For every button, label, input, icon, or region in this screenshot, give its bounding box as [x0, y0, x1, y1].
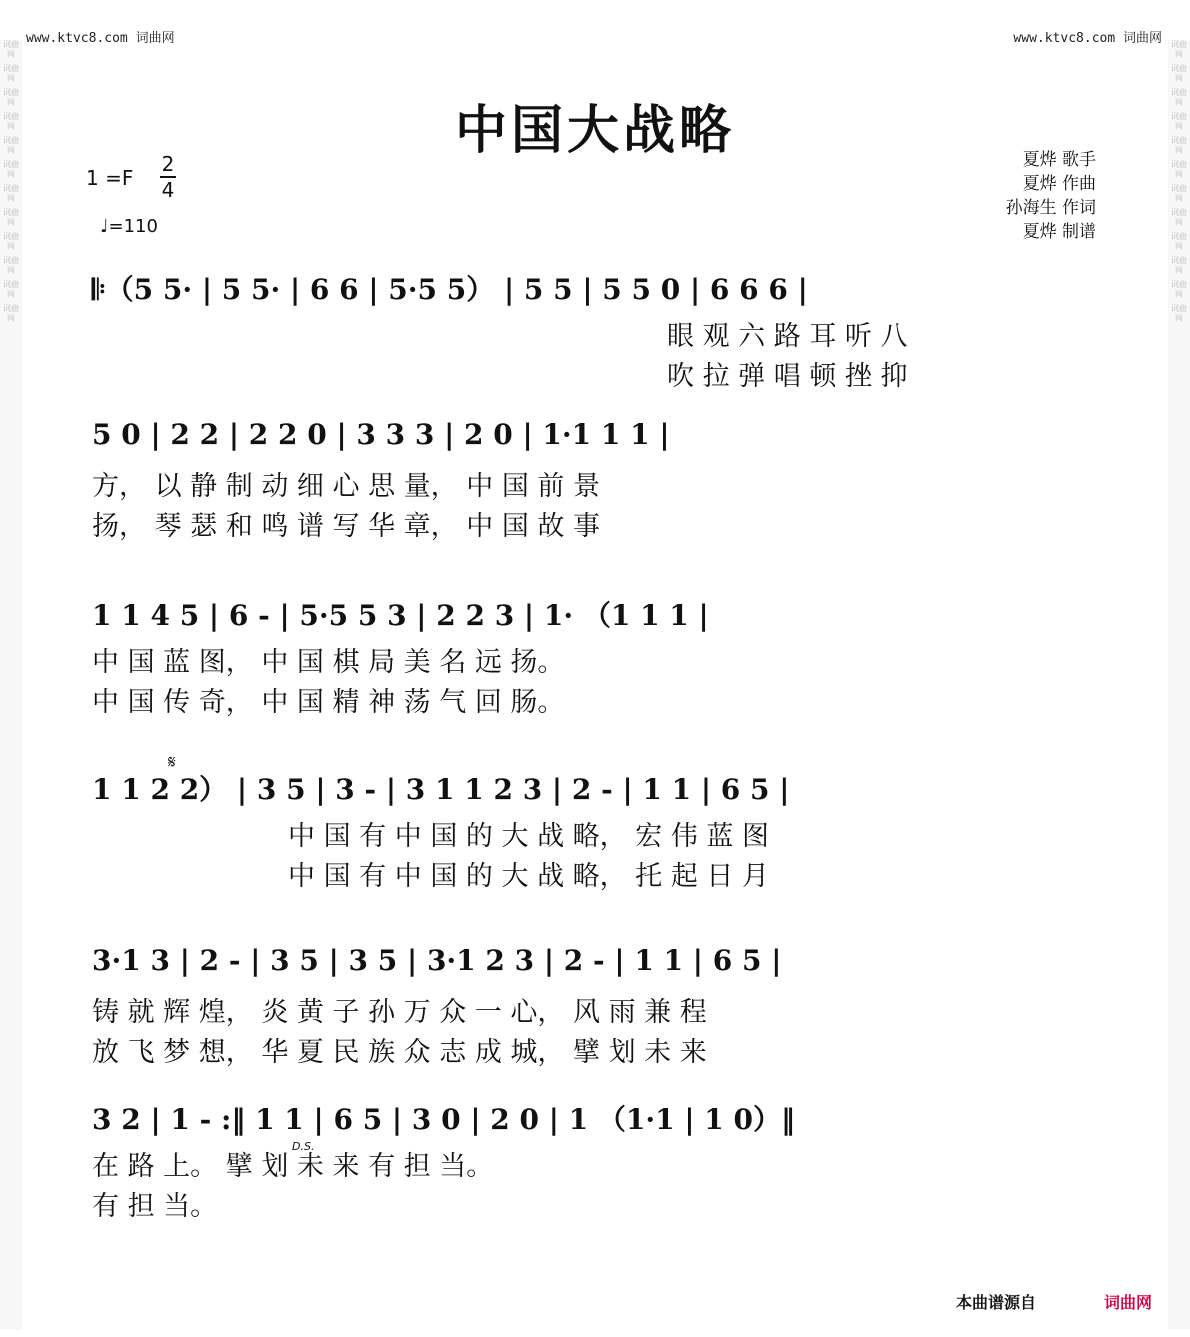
credit-lyricist: 孙海生 作词: [1005, 198, 1096, 218]
time-signature: 2 4: [161, 152, 175, 202]
lyrics-verse-2: 中 国 传 奇， 中 国 精 神 荡 气 回 肠。: [92, 687, 565, 718]
score-system-6: [92, 1098, 1096, 1224]
footer-site-link[interactable]: 词曲网: [1104, 1293, 1153, 1312]
lyrics-verse-2: 吹 拉 弹 唱 顿 挫 抑: [667, 361, 908, 392]
lyrics-verse-1: 中 国 蓝 图， 中 国 棋 局 美 名 远 扬。: [92, 647, 565, 678]
right-watermark-strip: 词曲网 词曲网 词曲网 词曲网 词曲网 词曲网 词曲网 词曲网 词曲网 词曲网 词曲网 词曲网: [1168, 40, 1190, 1330]
tempo-marking: ♩=110: [100, 216, 158, 237]
header-left-link[interactable]: www.ktvc8.com 词曲网: [26, 31, 175, 46]
score-system-1: [92, 268, 1096, 394]
credit-composer: 夏烨 作曲: [1022, 174, 1096, 194]
key-signature: 1 =F: [86, 166, 134, 190]
notes-line: 1 1 2 2） | 3 5 | 3 - | 3 1 1 2 3 | 2 - | 1 1 | 6 5 |: [92, 773, 790, 806]
credits: [1006, 148, 1096, 244]
segno-sign: 𝄋: [168, 752, 176, 773]
credit-arranger: 夏烨 制谱: [1022, 222, 1096, 242]
score-system-3: [92, 594, 1096, 720]
notes-line: 1 1 4 5 | 6 - | 5·5 5 3 | 2 2 3 | 1· （1 1 1 |: [92, 599, 709, 632]
footer-source-label: 本曲谱源自: [956, 1293, 1037, 1312]
credit-singer: 夏烨 歌手: [1022, 150, 1096, 170]
song-title: 中国大战略: [454, 101, 735, 161]
score-system-5: [92, 944, 1096, 1070]
header-right-link[interactable]: www.ktvc8.com 词曲网: [1013, 31, 1162, 46]
notes-line: 𝄆（5 5· | 5 5· | 6 6 | 5·5 5） | 5 5 | 5 5 0 | 6 6 6 |: [92, 273, 808, 306]
lyrics-verse-2: 放 飞 梦 想， 华 夏 民 族 众 志 成 城， 擘 划 未 来: [92, 1037, 707, 1068]
left-watermark-strip: 词曲网 词曲网 词曲网 词曲网 词曲网 词曲网 词曲网 词曲网 词曲网 词曲网 词曲网 词曲网: [0, 40, 22, 1330]
score-system-2: [92, 418, 1096, 544]
lyrics-verse-2: 中 国 有 中 国 的 大 战 略， 托 起 日 月: [288, 861, 769, 892]
dal-segno-mark: D.S.: [292, 1140, 315, 1153]
notes-line: 3 2 | 1 - :‖ 1 1 | 6 5 | 3 0 | 2 0 | 1 （1·1 | 1 0）‖: [92, 1103, 795, 1136]
lyrics-verse-1: 铸 就 辉 煌， 炎 黄 子 孙 万 众 一 心， 风 雨 兼 程: [92, 997, 707, 1028]
lyrics-verse-1: 眼 观 六 路 耳 听 八: [667, 321, 908, 352]
lyrics-verse-1: 中 国 有 中 国 的 大 战 略， 宏 伟 蓝 图: [288, 821, 769, 852]
lyrics-verse-2: 扬， 琴 瑟 和 鸣 谱 写 华 章， 中 国 故 事: [92, 511, 600, 542]
lyrics-verse-1: 在 路 上。 擘 划 未 来 有 担 当。: [92, 1151, 494, 1182]
notes-line: 5 0 | 2 2 | 2 2 0 | 3 3 3 | 2 0 | 1·1 1 1 |: [92, 418, 670, 451]
lyrics-verse-1: 方， 以 静 制 动 细 心 思 量， 中 国 前 景: [92, 471, 600, 502]
notes-line: 3·1 3 | 2 - | 3 5 | 3 5 | 3·1 2 3 | 2 - | 1 1 | 6 5 |: [92, 944, 782, 977]
score-system-4: [92, 768, 1096, 894]
lyrics-verse-2: 有 担 当。: [92, 1191, 218, 1222]
